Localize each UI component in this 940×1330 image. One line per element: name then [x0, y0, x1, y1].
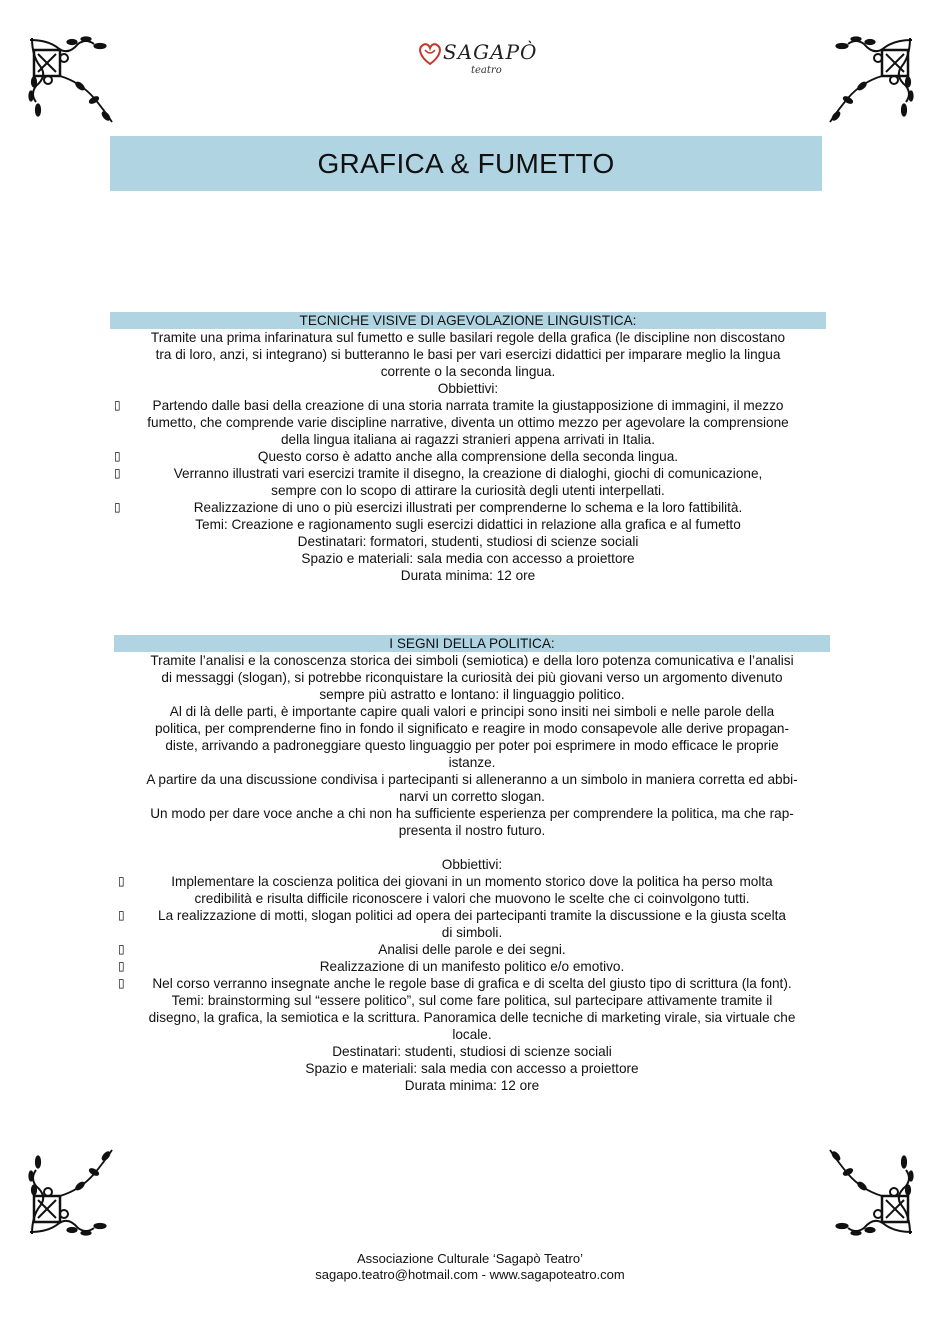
paragraph-line: presenta il nostro futuro. — [398, 823, 546, 838]
ornament-corner-icon — [28, 36, 120, 128]
section-visual-techniques — [110, 312, 826, 584]
section-heading: I SEGNI DELLA POLITICA: — [389, 636, 555, 651]
paragraph-line: istanze. — [448, 755, 496, 770]
objective-line: Realizzazione di uno o più esercizi illustrati per comprenderne lo schema e la loro fattibilità. — [193, 500, 743, 515]
objective-item — [114, 873, 830, 907]
bullet-glyph: ▯ — [114, 449, 121, 463]
paragraph-line: di messaggi (slogan), si potrebbe riconquistare la curiosità dei più giovani verso un argomento divenuto — [161, 670, 783, 685]
paragraph-line: Un modo per dare voce anche a chi non ha sufficiente esperienza per comprendere la politica, ma che rap- — [150, 806, 794, 821]
objective-line: Analisi delle parole e dei segni. — [378, 942, 566, 957]
ornament-corner-icon — [28, 1144, 120, 1236]
objective-line: Partendo dalle basi della creazione di una storia narrata tramite la giustapposizione di immagini, il mezzo — [152, 398, 784, 413]
objective-item — [114, 975, 830, 992]
bullet-glyph: ▯ — [118, 874, 125, 888]
section-politics-signs — [114, 635, 830, 1094]
footer — [270, 1251, 670, 1283]
objectives-label: Obbiettivi: — [441, 857, 503, 872]
objective-line: Verranno illustrati vari esercizi tramite il disegno, la creazione di dialoghi, giochi di comunicazione, — [173, 466, 763, 481]
footer-contacts: sagapo.teatro@hotmail.com - www.sagapoteatro.com — [315, 1267, 625, 1282]
ornament-corner-icon — [822, 36, 914, 128]
bullet-glyph: ▯ — [118, 959, 125, 973]
intro-line: Tramite una prima infarinatura sul fumetto e sulle basilari regole della grafica (le discipline non discostano — [150, 330, 786, 345]
page-title: GRAFICA & FUMETTO — [317, 147, 615, 179]
objective-item — [110, 448, 826, 465]
objective-line: fumetto, che comprende varie discipline narrative, diventa un ottimo mezzo per agevolare la comprensione — [147, 415, 789, 430]
objective-line: La realizzazione di motti, slogan politici ad opera dei partecipanti tramite la discussione e la giusta scelta — [158, 908, 786, 923]
bullet-glyph: ▯ — [114, 500, 121, 514]
ornament-corner-icon — [822, 1144, 914, 1236]
objective-item — [114, 958, 830, 975]
objective-item — [110, 397, 826, 448]
objective-line: credibilità e risulta difficile riconoscere i valori che muovono le scelte che ci coinvolgono tutti. — [194, 891, 750, 906]
paragraph — [114, 771, 830, 805]
sagapo-logo-icon — [417, 42, 443, 66]
objective-item — [114, 907, 830, 941]
title-band — [110, 136, 822, 191]
bullet-glyph: ▯ — [114, 466, 121, 480]
objective-line: di simboli. — [441, 925, 503, 940]
objective-line: Questo corso è adatto anche alla comprensione della seconda lingua. — [257, 449, 679, 464]
paragraph — [114, 703, 830, 771]
footer-organization: Associazione Culturale ‘Sagapò Teatro’ — [357, 1251, 583, 1266]
space-materials: Spazio e materiali: sala media con accesso a proiettore — [301, 551, 635, 566]
themes-line: disegno, la grafica, la semiotica e la scrittura. Panoramica delle tecniche di marketing virale, sia virtuale che — [148, 1010, 796, 1025]
duration: Durata minima: 12 ore — [404, 1078, 540, 1093]
themes: Temi: Creazione e ragionamento sugli esercizi didattici in relazione alla grafica e al fumetto — [195, 517, 741, 532]
objective-line: sempre con lo scopo di attirare la curiosità degli utenti interpellati. — [271, 483, 665, 498]
sagapo-logo — [417, 38, 538, 84]
intro-line: corrente o la seconda lingua. — [380, 364, 556, 379]
section-heading: TECNICHE VISIVE DI AGEVOLAZIONE LINGUISTICA: — [299, 313, 637, 328]
objective-line: Realizzazione di un manifesto politico e/o emotivo. — [319, 959, 625, 974]
paragraph-line: narvi un corretto slogan. — [399, 789, 545, 804]
objective-item — [110, 499, 826, 516]
objectives-label: Obbiettivi: — [437, 381, 499, 396]
paragraph-line: diste, arrivando a padroneggiare questo linguaggio per poter poi esprimere in modo efficace le proprie — [165, 738, 779, 753]
objective-line: Implementare la coscienza politica dei giovani in un momento storico dove la politica ha perso molta — [171, 874, 773, 889]
themes-line: locale. — [452, 1027, 492, 1042]
recipients: Destinatari: studenti, studiosi di scienze sociali — [332, 1044, 612, 1059]
space-materials: Spazio e materiali: sala media con accesso a proiettore — [305, 1061, 639, 1076]
section-heading-band — [110, 312, 826, 329]
objective-item — [110, 465, 826, 499]
duration: Durata minima: 12 ore — [400, 568, 536, 583]
bullet-glyph: ▯ — [118, 976, 125, 990]
paragraph-line: Al di là delle parti, è importante capire quali valori e principi sono insiti nei simboli e nelle parole della — [169, 704, 775, 719]
paragraph-line: sempre più astratto e lontano: il linguaggio politico. — [319, 687, 625, 702]
paragraph — [114, 805, 830, 839]
section-heading-band — [114, 635, 830, 652]
bullet-glyph: ▯ — [118, 908, 125, 922]
paragraph-line: Tramite l’analisi e la conoscenza storica dei simboli (semiotica) e della loro potenza comunicativa e l’analisi — [150, 653, 794, 668]
objective-line: Nel corso verranno insegnate anche le regole base di grafica e di scelta del giusto tipo di scrittura (la font). — [152, 976, 792, 991]
objective-line: della lingua italiana ai ragazzi stranieri appena arrivati in Italia. — [280, 432, 656, 447]
themes-line: Temi: brainstorming sul “essere politico”, sul come fare politica, sul partecipare attivamente tramite il — [171, 993, 773, 1008]
bullet-glyph: ▯ — [114, 398, 121, 412]
recipients: Destinatari: formatori, studenti, studiosi di scienze sociali — [297, 534, 639, 549]
logo-subtitle: teatro — [471, 65, 502, 76]
paragraph-line: politica, per comprenderne fino in fondo il significato e reagire in modo consapevole alle derive propagan- — [154, 721, 789, 736]
paragraph-line: A partire da una discussione condivisa i partecipanti si alleneranno a un simbolo in maniera corretta ed abbi- — [146, 772, 798, 787]
objective-item — [114, 941, 830, 958]
intro-line: tra di loro, anzi, si integrano) si butteranno le basi per vari esercizi didattici per imparare meglio la lingua — [155, 347, 781, 362]
bullet-glyph: ▯ — [118, 942, 125, 956]
paragraph — [114, 652, 830, 703]
logo-name: SAGAPÒ — [443, 40, 538, 64]
